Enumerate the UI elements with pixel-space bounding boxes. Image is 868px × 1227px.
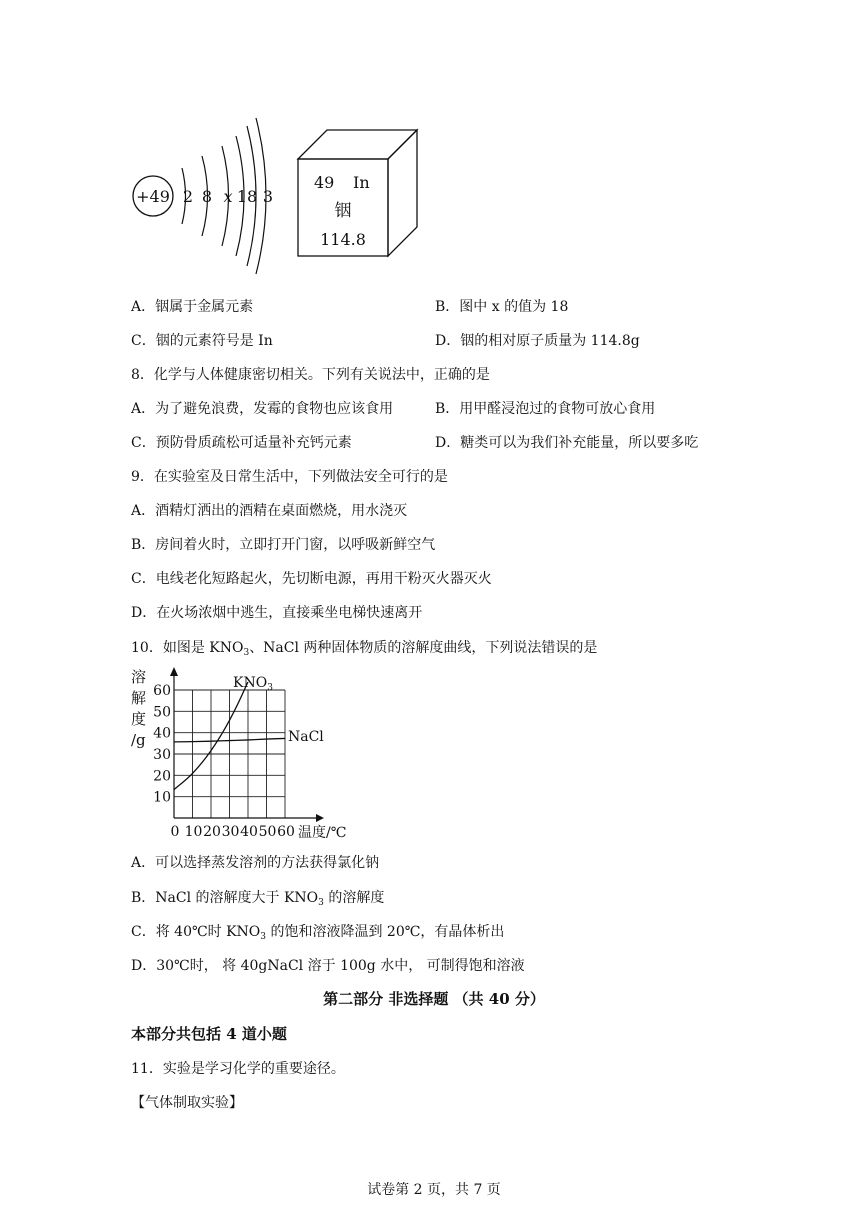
element-symbol: In xyxy=(353,173,370,192)
q7-option-c: C．铟的元素符号是 In xyxy=(131,333,273,349)
q8-option-a: A．为了避免浪费，发霉的食物也应该食用 xyxy=(131,401,394,417)
y-axis-arrow xyxy=(170,667,178,676)
part2-title: 第二部分 非选择题 （共 40 分） xyxy=(323,990,545,1008)
q7-option-a: A．铟属于金属元素 xyxy=(131,299,254,315)
part2-intro: 本部分共包括 4 道小题 xyxy=(131,1025,287,1043)
nucleus-charge: +49 xyxy=(136,187,170,206)
y-tick-label: 10 xyxy=(153,789,171,806)
q10-option-a: A．可以选择蒸发溶剂的方法获得氯化钠 xyxy=(131,855,380,871)
q9-option-b: B．房间着火时，立即打开门窗，以呼吸新鲜空气 xyxy=(131,537,436,553)
y-axis-label-char: 解 xyxy=(131,689,147,707)
y-tick-label: 30 xyxy=(153,747,171,763)
q10-option-d: D．30℃时， 将 40gNaCl 溶于 100g 水中， 可制得饱和溶液 xyxy=(131,958,525,974)
page-footer: 试卷第 2 页，共 7 页 xyxy=(367,1182,501,1198)
x-tick-label: 60 xyxy=(277,824,295,840)
series-label-kno3: $KNO_3$ xyxy=(233,675,273,693)
y-tick-label: 60 xyxy=(153,683,171,699)
q11-stem: 11．实验是学习化学的重要途径。 xyxy=(131,1061,345,1077)
x-tick-label: 30 xyxy=(221,824,240,840)
solubility-curve-chart xyxy=(128,662,368,846)
y-tick-label: 40 xyxy=(153,725,171,742)
x-tick-label: 10 xyxy=(184,824,203,840)
q10-option-b: B．NaCl 的溶解度大于 $KNO_3$ 的溶解度 xyxy=(131,890,385,908)
q8-option-b: B．用甲醛浸泡过的食物可放心食用 xyxy=(435,401,656,417)
atomic-number: 49 xyxy=(314,173,335,192)
q8-stem: 8．化学与人体健康密切相关。下列有关说法中，正确的是 xyxy=(131,367,490,383)
atom-structure-diagram xyxy=(125,112,285,280)
q9-stem: 9．在实验室及日常生活中，下列做法安全可行的是 xyxy=(131,469,448,485)
q7-option-b: B．图中 x 的值为 18 xyxy=(435,299,569,315)
q10-option-c: C．将 40℃时 $KNO_3$ 的饱和溶液降温到 20℃，有晶体析出 xyxy=(131,924,505,942)
x-tick-label: 20 xyxy=(203,824,221,840)
q9-option-a: A．酒精灯洒出的酒精在桌面燃烧，用水浇灭 xyxy=(131,503,408,519)
x-tick-label: 0 xyxy=(170,824,180,840)
y-tick-label: 20 xyxy=(153,768,171,785)
y-tick-label: 50 xyxy=(153,704,171,721)
q9-option-c: C．电线老化短路起火，先切断电源，再用干粉灭火器灭火 xyxy=(131,571,492,587)
series-label-nacl: NaCl xyxy=(288,729,324,745)
y-axis-label-char: 度 xyxy=(131,710,147,728)
shell-4-count: 18 xyxy=(236,187,258,206)
shell-1-count: 2 xyxy=(182,187,194,206)
x-axis-arrow xyxy=(316,814,324,822)
y-axis-label-char: /g xyxy=(131,731,146,749)
x-tick-label: 50 xyxy=(258,824,277,840)
atomic-mass: 114.8 xyxy=(320,230,366,249)
q8-option-d: D．糖类可以为我们补充能量，所以要多吃 xyxy=(435,435,699,451)
shell-5-count: 3 xyxy=(262,187,274,206)
section-heading: 【气体制取实验】 xyxy=(131,1095,243,1111)
y-axis-label-char: 溶 xyxy=(131,668,147,686)
shell-2-count: 8 xyxy=(201,187,213,206)
q8-option-c: C．预防骨质疏松可适量补充钙元素 xyxy=(131,435,352,451)
element-name: 铟 xyxy=(334,201,352,221)
q10-stem: 10．如图是 $KNO_3$、NaCl 两种固体物质的溶解度曲线，下列说法错误的是 xyxy=(131,640,598,658)
shell-3-count: x xyxy=(223,187,233,206)
q7-option-d: D．铟的相对原子质量为 114.8g xyxy=(435,333,640,349)
x-axis-label: 温度/℃ xyxy=(298,825,347,841)
element-info-box xyxy=(296,128,422,258)
q9-option-d: D．在火场浓烟中逃生，直接乘坐电梯快速离开 xyxy=(131,605,423,621)
x-tick-label: 40 xyxy=(240,824,258,840)
